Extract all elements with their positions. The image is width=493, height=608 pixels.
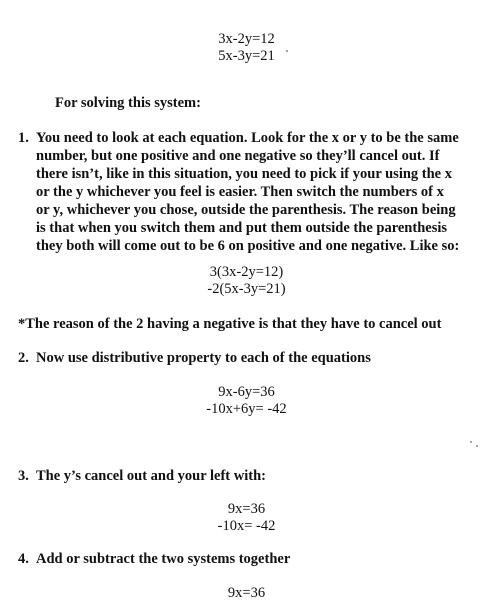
intro-text: For solving this system: — [55, 95, 201, 111]
step-4-number: 4. — [18, 551, 29, 567]
step-2-equation-2: -10x+6y= -42 — [206, 401, 287, 417]
step-2-number: 2. — [18, 350, 29, 366]
step-1-line-3: there isn’t, like in this situation, you need to pick if your using the x — [36, 166, 452, 182]
step-2-equation-1: 9x-6y=36 — [218, 384, 275, 400]
step-1-number: 1. — [18, 130, 29, 146]
system-equation-2: 5x-3y=21 — [218, 48, 275, 64]
step-4-line-1: Add or subtract the two systems together — [36, 551, 291, 567]
step-1-text — [36, 129, 459, 255]
step-1-line-7: they both will come out to be 6 on positive and one negative. Like so: — [36, 238, 460, 254]
scan-speck — [476, 445, 478, 447]
system-equation-1: 3x-2y=12 — [218, 31, 275, 47]
step-3-equation-2: -10x= -42 — [217, 518, 276, 534]
step-1-line-1: You need to look at each equation. Look for the x or y to be the same — [36, 130, 459, 146]
step-1-line-6: is that when you switch them and put them outside the parenthesis — [36, 220, 448, 236]
step-1-line-2: number, but one positive and one negative so they’ll cancel out. If — [36, 148, 440, 164]
step-1-equation-1: 3(3x-2y=12) — [209, 264, 284, 280]
step-1-line-4: or the y whichever you feel is easier. Then switch the numbers of x — [36, 184, 444, 200]
step-3-number: 3. — [18, 468, 29, 484]
scan-speck — [286, 50, 288, 52]
step-2-line-1: Now use distributive property to each of the equations — [36, 350, 371, 366]
step-1-line-5: or y, whichever you chose, outside the parenthesis. The reason being — [36, 202, 456, 218]
step-4-equation-1: 9x=36 — [227, 585, 266, 601]
note-text: *The reason of the 2 having a negative is that they have to cancel out — [18, 316, 442, 332]
scan-speck — [470, 441, 472, 443]
step-3-equation-1: 9x=36 — [227, 501, 266, 517]
step-1-equation-2: -2(5x-3y=21) — [207, 281, 286, 297]
step-3-line-1: The y’s cancel out and your left with: — [36, 468, 266, 484]
